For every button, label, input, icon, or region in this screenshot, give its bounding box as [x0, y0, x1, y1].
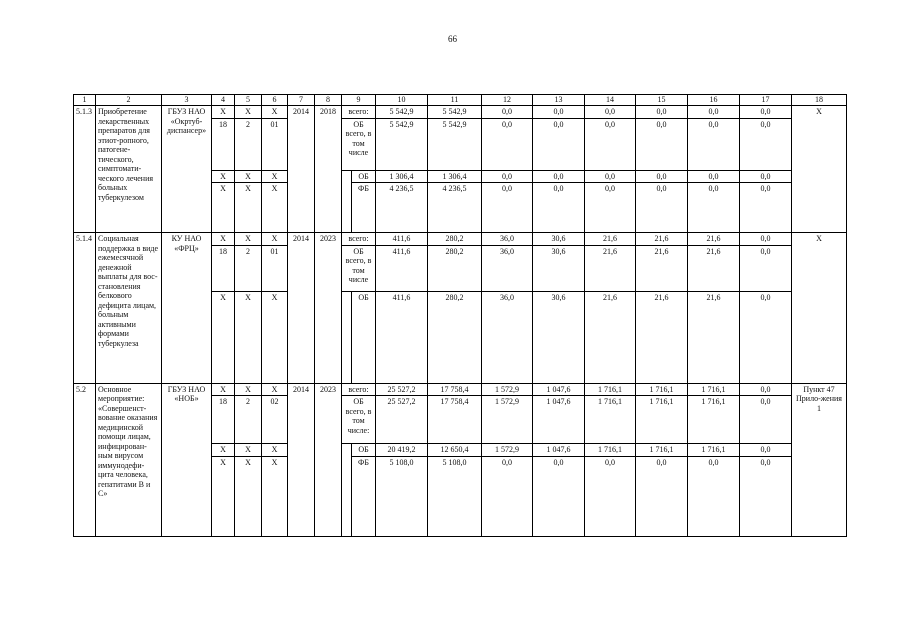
amount-cell: 36,0	[482, 245, 533, 291]
amount-cell: 280,2	[428, 245, 482, 291]
start-year: 2014	[288, 383, 315, 536]
amount-cell: 0,0	[740, 456, 792, 536]
code-cell: X	[262, 291, 288, 383]
measure-name: Приобретение лекарственных препаратов для этиот-ропного, патогене-тического, симптомати-ческого лечения больных туберкулезом	[96, 106, 162, 233]
amount-cell: 0,0	[482, 170, 533, 183]
reference-cell: Пункт 47 Прило-жения 1	[792, 383, 847, 536]
amount-cell: 21,6	[688, 245, 740, 291]
end-year: 2023	[315, 233, 342, 384]
row-number: 5.1.4	[74, 233, 96, 384]
code-cell: X	[235, 444, 262, 457]
code-cell: X	[262, 383, 288, 396]
code-cell: X	[235, 291, 262, 383]
column-header: 9	[342, 95, 376, 106]
amount-cell: 25 527,2	[376, 396, 428, 444]
column-header: 14	[585, 95, 636, 106]
page-number: 66	[448, 34, 457, 44]
code-cell: 18	[212, 396, 235, 444]
amount-cell: 30,6	[533, 233, 585, 246]
table-row	[74, 106, 847, 119]
amount-cell: 21,6	[585, 233, 636, 246]
column-header: 18	[792, 95, 847, 106]
executor: КУ НАО «ФРЦ»	[162, 233, 212, 384]
amount-cell: 5 542,9	[428, 106, 482, 119]
column-header: 12	[482, 95, 533, 106]
amount-cell: 0,0	[482, 106, 533, 119]
code-cell: X	[212, 383, 235, 396]
amount-cell: 411,6	[376, 245, 428, 291]
column-header: 10	[376, 95, 428, 106]
amount-cell: 0,0	[740, 170, 792, 183]
amount-cell: 4 236,5	[376, 183, 428, 233]
amount-cell: 5 108,0	[428, 456, 482, 536]
indent-cell	[342, 444, 352, 537]
amount-cell: 0,0	[740, 106, 792, 119]
amount-cell: 5 542,9	[376, 118, 428, 170]
amount-cell: 1 306,4	[428, 170, 482, 183]
row-number: 5.1.3	[74, 106, 96, 233]
amount-cell: 280,2	[428, 233, 482, 246]
code-cell: X	[235, 170, 262, 183]
amount-cell: 1 047,6	[533, 396, 585, 444]
amount-cell: 1 716,1	[688, 444, 740, 457]
column-header: 7	[288, 95, 315, 106]
funding-source: всего:	[342, 233, 376, 246]
code-cell: X	[212, 444, 235, 457]
amount-cell: 0,0	[482, 118, 533, 170]
amount-cell: 0,0	[533, 106, 585, 119]
amount-cell: 0,0	[533, 183, 585, 233]
amount-cell: 0,0	[740, 245, 792, 291]
funding-source: ОБ всего, в том числе	[342, 118, 376, 170]
amount-cell: 17 758,4	[428, 383, 482, 396]
amount-cell: 0,0	[585, 183, 636, 233]
amount-cell: 5 542,9	[376, 106, 428, 119]
row-number: 5.2	[74, 383, 96, 536]
amount-cell: 0,0	[740, 233, 792, 246]
amount-cell: 0,0	[636, 106, 688, 119]
end-year: 2023	[315, 383, 342, 536]
funding-source: ОБ	[352, 444, 376, 457]
amount-cell: 21,6	[636, 245, 688, 291]
amount-cell: 0,0	[688, 118, 740, 170]
amount-cell: 0,0	[636, 183, 688, 233]
amount-cell: 0,0	[636, 170, 688, 183]
reference-cell: X	[792, 106, 847, 233]
code-cell: X	[235, 456, 262, 536]
amount-cell: 411,6	[376, 291, 428, 383]
column-header: 3	[162, 95, 212, 106]
executor: ГБУЗ НАО «Окртуб-диспансер»	[162, 106, 212, 233]
amount-cell: 0,0	[740, 396, 792, 444]
code-cell: X	[262, 444, 288, 457]
amount-cell: 0,0	[688, 170, 740, 183]
amount-cell: 1 572,9	[482, 383, 533, 396]
executor: ГБУЗ НАО «НОБ»	[162, 383, 212, 536]
header-row	[74, 95, 847, 106]
amount-cell: 0,0	[740, 118, 792, 170]
amount-cell: 411,6	[376, 233, 428, 246]
code-cell: 2	[235, 396, 262, 444]
code-cell: X	[235, 233, 262, 246]
amount-cell: 0,0	[688, 183, 740, 233]
column-header: 11	[428, 95, 482, 106]
amount-cell: 21,6	[585, 291, 636, 383]
indent-cell	[342, 291, 352, 383]
amount-cell: 280,2	[428, 291, 482, 383]
table-row	[74, 233, 847, 246]
code-cell: 01	[262, 245, 288, 291]
amount-cell: 30,6	[533, 291, 585, 383]
funding-source: ФБ	[352, 456, 376, 536]
amount-cell: 20 419,2	[376, 444, 428, 457]
code-cell: X	[235, 106, 262, 119]
amount-cell: 0,0	[533, 118, 585, 170]
column-header: 6	[262, 95, 288, 106]
code-cell: 01	[262, 118, 288, 170]
code-cell: X	[212, 106, 235, 119]
column-header: 1	[74, 95, 96, 106]
code-cell: X	[262, 456, 288, 536]
funding-source: ОБ	[352, 291, 376, 383]
table-row	[74, 383, 847, 396]
amount-cell: 1 572,9	[482, 444, 533, 457]
code-cell: X	[212, 170, 235, 183]
amount-cell: 1 716,1	[585, 444, 636, 457]
amount-cell: 1 716,1	[636, 396, 688, 444]
budget-table	[73, 94, 847, 537]
code-cell: 02	[262, 396, 288, 444]
column-header: 4	[212, 95, 235, 106]
amount-cell: 21,6	[636, 233, 688, 246]
column-header: 2	[96, 95, 162, 106]
code-cell: X	[212, 183, 235, 233]
amount-cell: 36,0	[482, 233, 533, 246]
amount-cell: 1 047,6	[533, 383, 585, 396]
amount-cell: 21,6	[585, 245, 636, 291]
amount-cell: 1 716,1	[585, 383, 636, 396]
measure-name: Социальная поддержка в виде ежемесячной денежной выплаты для вос-становления белкового дефицита лицам, больным активными формами туберкулеза	[96, 233, 162, 384]
amount-cell: 5 542,9	[428, 118, 482, 170]
amount-cell: 1 716,1	[688, 396, 740, 444]
code-cell: 2	[235, 245, 262, 291]
amount-cell: 0,0	[740, 444, 792, 457]
amount-cell: 0,0	[533, 170, 585, 183]
amount-cell: 1 716,1	[636, 444, 688, 457]
amount-cell: 0,0	[688, 106, 740, 119]
amount-cell: 1 716,1	[636, 383, 688, 396]
code-cell: X	[212, 233, 235, 246]
amount-cell: 0,0	[636, 118, 688, 170]
amount-cell: 0,0	[585, 456, 636, 536]
amount-cell: 30,6	[533, 245, 585, 291]
amount-cell: 0,0	[585, 170, 636, 183]
amount-cell: 0,0	[740, 183, 792, 233]
amount-cell: 25 527,2	[376, 383, 428, 396]
code-cell: 18	[212, 118, 235, 170]
measure-name: Основное мероприятие: «Совершенст-вование оказания медицинской помощи лицам, инфицирован-ным вирусом иммунодефи-цита человека, гепатитами В и С»	[96, 383, 162, 536]
column-header: 5	[235, 95, 262, 106]
amount-cell: 17 758,4	[428, 396, 482, 444]
amount-cell: 1 572,9	[482, 396, 533, 444]
funding-source: всего:	[342, 383, 376, 396]
amount-cell: 0,0	[636, 456, 688, 536]
code-cell: X	[235, 183, 262, 233]
indent-cell	[342, 170, 352, 233]
amount-cell: 0,0	[688, 456, 740, 536]
code-cell: 2	[235, 118, 262, 170]
code-cell: X	[212, 456, 235, 536]
amount-cell: 12 650,4	[428, 444, 482, 457]
code-cell: X	[262, 170, 288, 183]
amount-cell: 0,0	[740, 383, 792, 396]
funding-source: всего:	[342, 106, 376, 119]
funding-source: ОБ	[352, 170, 376, 183]
amount-cell: 1 306,4	[376, 170, 428, 183]
amount-cell: 0,0	[585, 118, 636, 170]
amount-cell: 0,0	[482, 183, 533, 233]
amount-cell: 1 716,1	[688, 383, 740, 396]
column-header: 16	[688, 95, 740, 106]
amount-cell: 0,0	[533, 456, 585, 536]
amount-cell: 1 047,6	[533, 444, 585, 457]
funding-source: ОБ всего, в том числе	[342, 245, 376, 291]
amount-cell: 0,0	[585, 106, 636, 119]
end-year: 2018	[315, 106, 342, 233]
reference-cell: X	[792, 233, 847, 384]
amount-cell: 0,0	[740, 291, 792, 383]
code-cell: X	[262, 106, 288, 119]
code-cell: X	[235, 383, 262, 396]
amount-cell: 0,0	[482, 456, 533, 536]
column-header: 13	[533, 95, 585, 106]
funding-source: ОБ всего, в том числе:	[342, 396, 376, 444]
code-cell: X	[262, 183, 288, 233]
amount-cell: 36,0	[482, 291, 533, 383]
start-year: 2014	[288, 106, 315, 233]
code-cell: X	[262, 233, 288, 246]
amount-cell: 1 716,1	[585, 396, 636, 444]
code-cell: 18	[212, 245, 235, 291]
amount-cell: 21,6	[636, 291, 688, 383]
code-cell: X	[212, 291, 235, 383]
start-year: 2014	[288, 233, 315, 384]
funding-source: ФБ	[352, 183, 376, 233]
column-header: 8	[315, 95, 342, 106]
amount-cell: 21,6	[688, 233, 740, 246]
column-header: 15	[636, 95, 688, 106]
amount-cell: 5 108,0	[376, 456, 428, 536]
amount-cell: 21,6	[688, 291, 740, 383]
column-header: 17	[740, 95, 792, 106]
amount-cell: 4 236,5	[428, 183, 482, 233]
